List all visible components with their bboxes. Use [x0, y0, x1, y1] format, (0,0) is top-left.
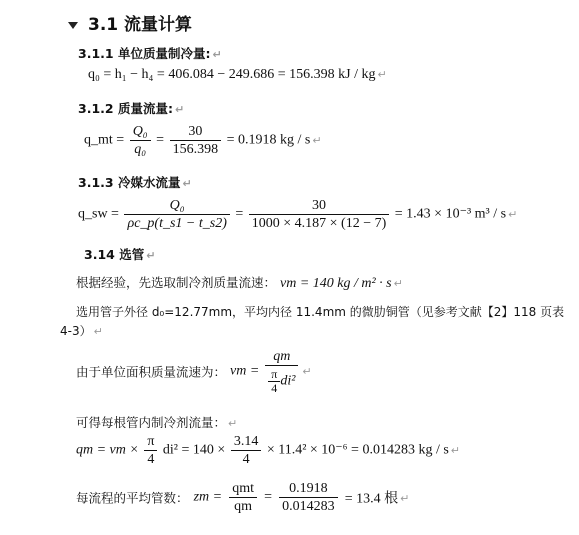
- paragraph-pipe-spec-line2: 4-3） ↵: [60, 324, 103, 338]
- equation-per-tube-flow: qm = νm × $\frac{\pi}{4}$ di² = 140 × $\frac{3.14}{4}$ × 11.4² × 10⁻⁶ = 0.014283 kg / s ↵: [76, 434, 461, 467]
- paragraph-select-flux: 根据经验，先选取制冷剂质量流速： νm = 140 kg / m² · s ↵: [76, 275, 403, 291]
- equation-chilled-water-flow: q_sw = $\frac{\text{Q₀}}{\rho c\_p(t\_s1 - t\_s2)}$ = $\frac{30}{1000 \times 4.187 \times (12 - 7)}$ = 1.43 × 10⁻³ m³ / s ↵: [78, 198, 518, 231]
- fraction-01918-over-0014283: $\frac{0.1918}{0.014283}$: [279, 480, 338, 515]
- fraction-314-over-4: $\frac{3.14}{4}$: [231, 433, 262, 468]
- collapse-caret-icon[interactable]: [68, 22, 78, 29]
- paragraph-per-tube-flow-label: 可得每根管内制冷剂流量： ↵: [76, 415, 238, 430]
- fraction-qm-over-area: qm $\frac{\pi}{4}$ di²: [265, 348, 298, 395]
- equation-refrigeration-capacity: q₀ = h₁ − h₄ = 406.084 − 249.686 = 156.398 kJ / kg ↵: [88, 67, 387, 82]
- paragraph-pipe-spec-line1: 选用管子外径 d₀=12.77mm，平均内径 11.4mm 的微肋铜管（见参考文献【2】118 页表: [76, 305, 565, 319]
- fraction-30-over-product: $\frac{30}{1000 \times 4.187 \times (12 - 7)}$: [249, 197, 390, 232]
- fraction-pi-over-4: $\frac{\pi}{4}$: [144, 433, 157, 468]
- fraction-q0-over-q0: $\frac{\text{Q₀}}{\text{q₀}}$: [130, 123, 151, 158]
- subsection-heading-313: 3.1.3 冷媒水流量 ↵: [78, 175, 192, 190]
- fraction-30-over-156398: $\frac{30}{156.398}$: [170, 123, 222, 158]
- subsection-heading-314: 3.14 选管 ↵: [84, 247, 156, 262]
- subsection-heading-311: 3.1.1 单位质量制冷量: ↵: [78, 46, 222, 61]
- fraction-q0-over-rho-cp-dt: $\frac{\text{Q₀}}{\rho c\_p(t\_s1 - t\_s2)}$: [124, 197, 229, 232]
- fraction-qmt-over-qm: $\frac{\text{qmt}}{qm}$: [229, 480, 257, 515]
- paragraph-average-tubes: 每流程的平均管数： zm = $\frac{\text{qmt}}{qm}$ = $\frac{0.1918}{0.014283}$ = 13.4 根 ↵: [76, 481, 410, 514]
- paragraph-unit-area-flux: 由于单位面积质量流速为： νm = qm $\frac{\pi}{4}$ di² ↵: [76, 349, 312, 395]
- section-title-text: 3.1 流量计算: [88, 15, 193, 35]
- section-title: [68, 10, 192, 35]
- subsection-heading-312: 3.1.2 质量流量: ↵: [78, 101, 185, 116]
- equation-mass-flow: q_mt = $\frac{\text{Q₀}}{\text{q₀}}$ = $\frac{30}{156.398}$ = 0.1918 kg / s ↵: [84, 124, 322, 157]
